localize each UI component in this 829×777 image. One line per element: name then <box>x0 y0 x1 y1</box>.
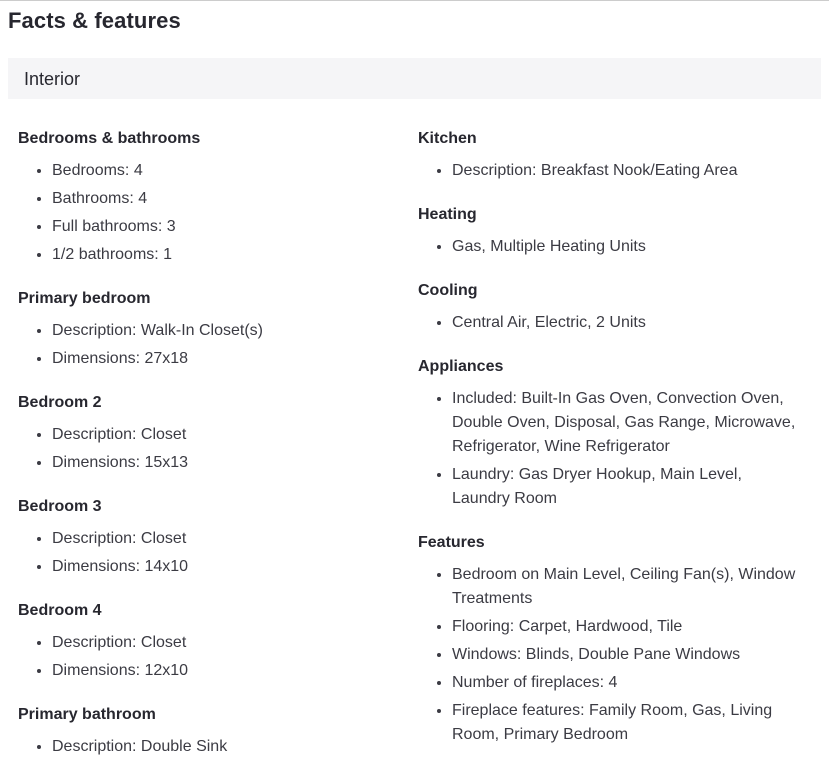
feature-group <box>18 127 418 267</box>
feature-group <box>418 531 818 747</box>
feature-group <box>18 391 418 475</box>
feature-item: • Description: Closet <box>52 527 398 551</box>
feature-list <box>18 631 418 683</box>
feature-list <box>418 235 818 259</box>
feature-list <box>18 319 418 371</box>
feature-list <box>418 563 818 747</box>
feature-group-heading: Features <box>418 534 485 551</box>
feature-group-heading: Heating <box>418 206 477 223</box>
feature-group <box>18 495 418 579</box>
feature-group <box>418 127 818 183</box>
feature-group-heading: Bedrooms & bathrooms <box>18 130 201 147</box>
feature-group <box>18 287 418 371</box>
feature-group-heading: Bedroom 2 <box>18 394 102 411</box>
feature-list <box>18 735 418 759</box>
feature-group <box>418 355 818 511</box>
feature-item: • Laundry: Gas Dryer Hookup, Main Level, Laundry Room <box>452 463 798 511</box>
feature-item: • Central Air, Electric, 2 Units <box>452 311 798 335</box>
facts-column-left <box>18 127 418 763</box>
feature-list <box>18 423 418 475</box>
feature-list <box>418 311 818 335</box>
feature-item: • Fireplace features: Family Room, Gas, Living Room, Primary Bedroom <box>452 699 798 747</box>
feature-item: • Number of fireplaces: 4 <box>452 671 798 695</box>
feature-group <box>418 279 818 335</box>
feature-item: • Dimensions: 12x10 <box>52 659 398 683</box>
feature-item: • Full bathrooms: 3 <box>52 215 398 239</box>
feature-group-heading: Primary bedroom <box>18 290 151 307</box>
feature-group <box>18 703 418 759</box>
feature-group-heading: Primary bathroom <box>18 706 156 723</box>
feature-list <box>418 159 818 183</box>
feature-item: • Bedrooms: 4 <box>52 159 398 183</box>
feature-item: • Bathrooms: 4 <box>52 187 398 211</box>
page-title: Facts & features <box>8 8 181 33</box>
feature-item: • Description: Closet <box>52 423 398 447</box>
facts-column-right <box>418 127 818 751</box>
interior-section-label: Interior <box>24 68 81 89</box>
feature-item: • Dimensions: 14x10 <box>52 555 398 579</box>
feature-item: • Dimensions: 27x18 <box>52 347 398 371</box>
feature-item: • Description: Walk-In Closet(s) <box>52 319 398 343</box>
feature-item: • Bedroom on Main Level, Ceiling Fan(s), Window Treatments <box>452 563 798 611</box>
feature-group-heading: Bedroom 4 <box>18 602 102 619</box>
feature-group <box>418 203 818 259</box>
feature-item: • Description: Closet <box>52 631 398 655</box>
feature-item: • Dimensions: 15x13 <box>52 451 398 475</box>
interior-section-header <box>8 58 821 99</box>
feature-list <box>418 387 818 511</box>
feature-group-heading: Bedroom 3 <box>18 498 102 515</box>
feature-item: • Description: Breakfast Nook/Eating Area <box>452 159 798 183</box>
feature-group-heading: Cooling <box>418 282 478 299</box>
feature-group-heading: Appliances <box>418 358 504 375</box>
feature-item: • 1/2 bathrooms: 1 <box>52 243 398 267</box>
facts-columns <box>0 127 829 763</box>
feature-item: • Windows: Blinds, Double Pane Windows <box>452 643 798 667</box>
feature-item: • Included: Built-In Gas Oven, Convection Oven, Double Oven, Disposal, Gas Range, Microwave, Refrigerator, Wine Refrigerator <box>452 387 798 459</box>
feature-list <box>18 159 418 267</box>
feature-item: • Gas, Multiple Heating Units <box>452 235 798 259</box>
feature-group-heading: Kitchen <box>418 130 477 147</box>
feature-item: • Flooring: Carpet, Hardwood, Tile <box>452 615 798 639</box>
feature-group <box>18 599 418 683</box>
feature-list <box>18 527 418 579</box>
feature-item: • Description: Double Sink <box>52 735 398 759</box>
